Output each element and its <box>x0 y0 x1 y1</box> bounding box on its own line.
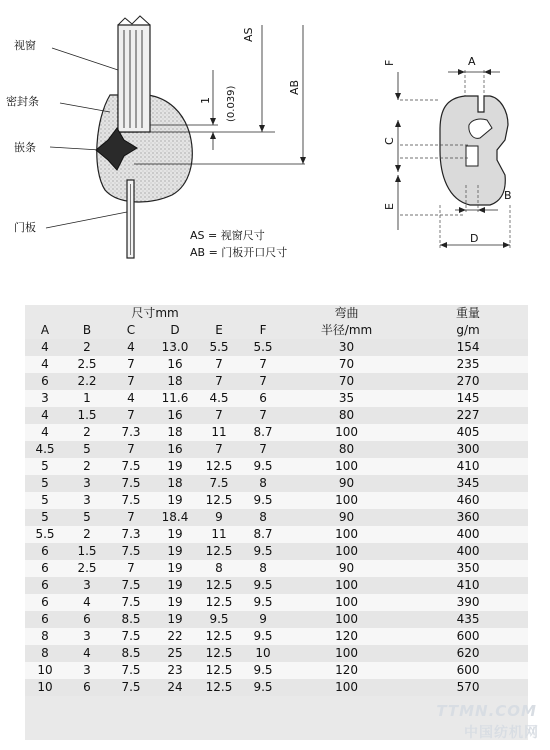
table-cell: 2 <box>65 424 109 441</box>
table-cell: 4 <box>109 390 153 407</box>
table-cell: 5.5 <box>241 339 285 356</box>
label-insert: 嵌条 <box>14 141 36 154</box>
table-cell: 5 <box>25 509 65 526</box>
table-cell: 16 <box>153 407 197 424</box>
table-cell: 80 <box>285 407 408 424</box>
table-row <box>25 577 528 594</box>
watermark-bottom-text: 中国纺机网 <box>464 725 539 741</box>
table-cell: 2.5 <box>65 560 109 577</box>
table-cell: 4.5 <box>197 390 241 407</box>
table-cell: 19 <box>153 458 197 475</box>
table-row <box>25 373 528 390</box>
table-cell: 7.5 <box>109 475 153 492</box>
table-cell: 12.5 <box>197 645 241 662</box>
watermark-top-text: TTMN.COM <box>436 702 537 720</box>
table-cell: 7.5 <box>109 662 153 679</box>
table-row <box>25 492 528 509</box>
table-cell: 19 <box>153 526 197 543</box>
dim-b: B <box>504 189 512 202</box>
table-cell: 3 <box>65 628 109 645</box>
header-size-group: 尺寸mm <box>131 306 179 320</box>
table-cell: 19 <box>153 611 197 628</box>
table-row <box>25 611 528 628</box>
table-cell: 13.0 <box>153 339 197 356</box>
dim-f: F <box>383 59 396 66</box>
legend-ab: AB = 门板开口尺寸 <box>190 246 288 259</box>
dim-inch: (0.039) <box>226 85 237 122</box>
table-row <box>25 424 528 441</box>
table-cell: 4 <box>65 645 109 662</box>
table-cell: 410 <box>408 458 528 475</box>
table-cell: 7 <box>197 356 241 373</box>
table-cell: 18.4 <box>153 509 197 526</box>
table-cell: 8 <box>25 645 65 662</box>
table-cell: 100 <box>285 611 408 628</box>
table-cell: 400 <box>408 543 528 560</box>
table-cell: 5 <box>65 509 109 526</box>
table-row <box>25 390 528 407</box>
header-col-e: E <box>215 323 223 337</box>
header-col-a: A <box>40 323 50 337</box>
table-cell: 9.5 <box>241 662 285 679</box>
table-row <box>25 441 528 458</box>
table-row <box>25 679 528 696</box>
table-cell: 7 <box>109 373 153 390</box>
header-weight-line2: g/m <box>456 323 480 337</box>
table-cell: 6 <box>25 543 65 560</box>
table-cell: 18 <box>153 475 197 492</box>
table-cell: 16 <box>153 441 197 458</box>
table-cell: 6 <box>65 611 109 628</box>
table-cell: 23 <box>153 662 197 679</box>
table-cell: 100 <box>285 543 408 560</box>
table-cell: 4 <box>65 594 109 611</box>
table-cell: 5 <box>25 492 65 509</box>
table-cell: 18 <box>153 373 197 390</box>
dim-as: AS <box>242 27 255 42</box>
table-row <box>25 543 528 560</box>
table-cell: 620 <box>408 645 528 662</box>
table-cell: 8.7 <box>241 526 285 543</box>
table-cell: 2 <box>65 458 109 475</box>
table-cell: 4 <box>109 339 153 356</box>
table-cell: 120 <box>285 662 408 679</box>
table-cell: 9.5 <box>241 577 285 594</box>
header-col-c: C <box>126 323 136 337</box>
table-cell: 8.5 <box>109 645 153 662</box>
table-cell: 5 <box>65 441 109 458</box>
table-row <box>25 407 528 424</box>
table-cell: 7.3 <box>109 424 153 441</box>
label-seal-strip: 密封条 <box>6 95 39 108</box>
table-cell: 7.5 <box>109 594 153 611</box>
table-cell: 4.5 <box>25 441 65 458</box>
table-row <box>25 509 528 526</box>
table-row <box>25 662 528 679</box>
table-cell: 1.5 <box>65 543 109 560</box>
header-weight-line1: 重量 <box>456 306 481 320</box>
table-cell: 345 <box>408 475 528 492</box>
table-cell: 145 <box>408 390 528 407</box>
table-cell: 7 <box>241 441 285 458</box>
table-cell: 100 <box>285 458 408 475</box>
table-cell: 154 <box>408 339 528 356</box>
table-cell: 5 <box>25 475 65 492</box>
table-cell: 270 <box>408 373 528 390</box>
table-cell: 405 <box>408 424 528 441</box>
dim-one: 1 <box>199 97 212 104</box>
table-cell: 3 <box>25 390 65 407</box>
table-cell: 460 <box>408 492 528 509</box>
table-cell: 4 <box>25 356 65 373</box>
table-cell: 2 <box>65 339 109 356</box>
table-cell: 100 <box>285 577 408 594</box>
table-cell: 90 <box>285 509 408 526</box>
table-cell: 7 <box>109 441 153 458</box>
table-cell: 12.5 <box>197 628 241 645</box>
table-row <box>25 645 528 662</box>
table-cell: 100 <box>285 424 408 441</box>
table-cell: 90 <box>285 560 408 577</box>
table-cell: 19 <box>153 560 197 577</box>
table-cell: 2 <box>65 526 109 543</box>
table-cell: 120 <box>285 628 408 645</box>
table-cell: 5.5 <box>25 526 65 543</box>
table-cell: 7 <box>109 509 153 526</box>
table-cell: 7 <box>109 356 153 373</box>
table-cell: 5 <box>25 458 65 475</box>
table-cell: 4 <box>25 407 65 424</box>
table-cell: 25 <box>153 645 197 662</box>
table-cell: 12.5 <box>197 662 241 679</box>
label-door-panel: 门板 <box>14 221 36 234</box>
table-row <box>25 356 528 373</box>
table-cell: 100 <box>285 679 408 696</box>
header-col-f: F <box>259 323 267 337</box>
table-cell: 100 <box>285 594 408 611</box>
table-cell: 6 <box>65 679 109 696</box>
table-cell: 70 <box>285 356 408 373</box>
table-cell: 1 <box>65 390 109 407</box>
table-cell: 350 <box>408 560 528 577</box>
table-cell: 6 <box>25 594 65 611</box>
header-bend-radius-line2: 半径/mm <box>320 323 373 337</box>
table-cell: 12.5 <box>197 679 241 696</box>
table-cell: 8.7 <box>241 424 285 441</box>
table-body <box>25 339 528 696</box>
table-cell: 6 <box>25 577 65 594</box>
table-cell: 100 <box>285 492 408 509</box>
table-cell: 7 <box>197 407 241 424</box>
table-cell: 18 <box>153 424 197 441</box>
table-cell: 9.5 <box>241 628 285 645</box>
table-cell: 9.5 <box>241 543 285 560</box>
table-cell: 100 <box>285 645 408 662</box>
table-cell: 6 <box>25 560 65 577</box>
table-cell: 6 <box>25 611 65 628</box>
table-cell: 8 <box>241 509 285 526</box>
site-watermark <box>420 700 545 744</box>
table-cell: 8 <box>241 560 285 577</box>
table-cell: 7 <box>241 373 285 390</box>
table-cell: 5.5 <box>197 339 241 356</box>
table-cell: 7.5 <box>109 543 153 560</box>
table-cell: 400 <box>408 526 528 543</box>
table-row <box>25 560 528 577</box>
table-cell: 4 <box>25 424 65 441</box>
table-cell: 9.5 <box>241 594 285 611</box>
table-cell: 24 <box>153 679 197 696</box>
seal-spec-table <box>25 305 528 740</box>
table-cell: 19 <box>153 543 197 560</box>
table-row <box>25 526 528 543</box>
table-cell: 235 <box>408 356 528 373</box>
table-cell: 6 <box>25 373 65 390</box>
table-cell: 7.5 <box>197 475 241 492</box>
table-cell: 7.5 <box>109 628 153 645</box>
table-cell: 300 <box>408 441 528 458</box>
table-cell: 90 <box>285 475 408 492</box>
table-cell: 7 <box>197 373 241 390</box>
table-row <box>25 458 528 475</box>
table-cell: 3 <box>65 577 109 594</box>
table-cell: 35 <box>285 390 408 407</box>
table-cell: 9.5 <box>241 458 285 475</box>
table-cell: 100 <box>285 526 408 543</box>
table-cell: 7.5 <box>109 458 153 475</box>
table-cell: 8 <box>25 628 65 645</box>
table-cell: 16 <box>153 356 197 373</box>
table-cell: 10 <box>241 645 285 662</box>
table-row <box>25 475 528 492</box>
table-cell: 7 <box>109 560 153 577</box>
dim-e: E <box>383 203 396 210</box>
table-cell: 10 <box>25 662 65 679</box>
table-cell: 600 <box>408 628 528 645</box>
table-cell: 7 <box>241 407 285 424</box>
table-cell: 12.5 <box>197 458 241 475</box>
table-cell: 10 <box>25 679 65 696</box>
table-cell: 7 <box>241 356 285 373</box>
table-cell: 570 <box>408 679 528 696</box>
table-cell: 1.5 <box>65 407 109 424</box>
table-cell: 3 <box>65 475 109 492</box>
table-cell: 7.3 <box>109 526 153 543</box>
table-cell: 12.5 <box>197 543 241 560</box>
table-cell: 3 <box>65 492 109 509</box>
table-cell: 12.5 <box>197 577 241 594</box>
table-cell: 70 <box>285 373 408 390</box>
table-cell: 80 <box>285 441 408 458</box>
table-cell: 9.5 <box>241 679 285 696</box>
table-cell: 7 <box>109 407 153 424</box>
table-cell: 6 <box>241 390 285 407</box>
table-cell: 8 <box>197 560 241 577</box>
header-col-d: D <box>170 323 180 337</box>
header-bend-radius-line1: 弯曲 <box>334 306 359 320</box>
label-window: 视窗 <box>14 39 36 52</box>
table-cell: 11 <box>197 424 241 441</box>
table-cell: 12.5 <box>197 492 241 509</box>
table-cell: 12.5 <box>197 594 241 611</box>
table-cell: 9.5 <box>197 611 241 628</box>
table-cell: 9 <box>197 509 241 526</box>
dim-d: D <box>470 232 479 245</box>
table-cell: 600 <box>408 662 528 679</box>
table-cell: 9 <box>241 611 285 628</box>
table-cell: 360 <box>408 509 528 526</box>
table-cell: 8 <box>241 475 285 492</box>
header-col-b: B <box>82 323 92 337</box>
table-cell: 227 <box>408 407 528 424</box>
table-cell: 7.5 <box>109 679 153 696</box>
table-cell: 8.5 <box>109 611 153 628</box>
table-cell: 3 <box>65 662 109 679</box>
table-cell: 2.2 <box>65 373 109 390</box>
table-cell: 7.5 <box>109 492 153 509</box>
table-cell: 4 <box>25 339 65 356</box>
table-cell: 9.5 <box>241 492 285 509</box>
dim-ab: AB <box>288 79 301 95</box>
table-cell: 7 <box>197 441 241 458</box>
table-cell: 390 <box>408 594 528 611</box>
table-row <box>25 628 528 645</box>
table-cell: 7.5 <box>109 577 153 594</box>
table-cell: 22 <box>153 628 197 645</box>
table-cell: 435 <box>408 611 528 628</box>
table-cell: 11.6 <box>153 390 197 407</box>
table-cell: 2.5 <box>65 356 109 373</box>
table-cell: 11 <box>197 526 241 543</box>
dim-c: C <box>383 137 396 145</box>
table-cell: 410 <box>408 577 528 594</box>
table-cell: 30 <box>285 339 408 356</box>
table-cell: 19 <box>153 492 197 509</box>
table-cell: 19 <box>153 577 197 594</box>
table-row <box>25 339 528 356</box>
legend-as: AS = 视窗尺寸 <box>190 229 265 242</box>
dim-a: A <box>468 55 476 68</box>
table-cell: 19 <box>153 594 197 611</box>
table-row <box>25 594 528 611</box>
